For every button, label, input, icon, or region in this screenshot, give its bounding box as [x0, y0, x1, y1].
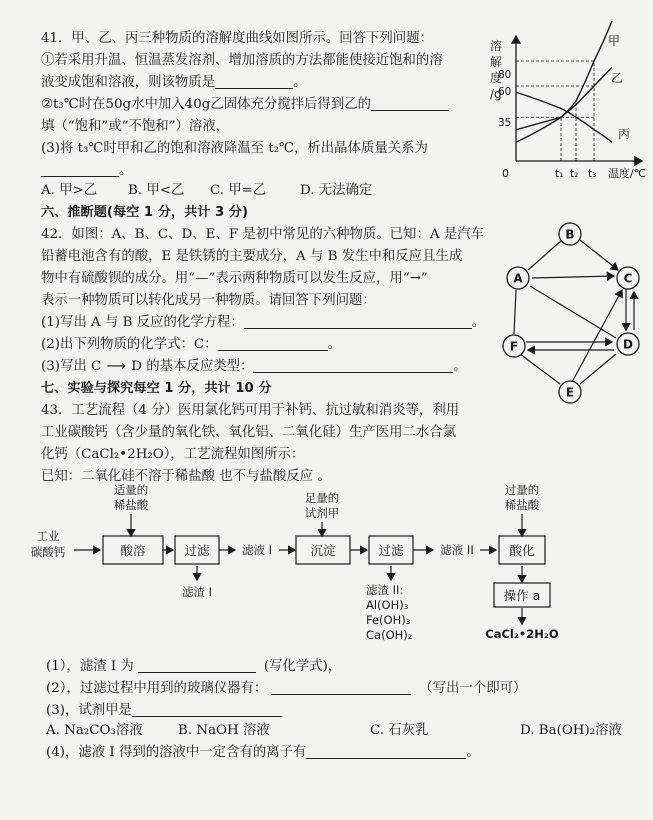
node-e — [559, 381, 581, 403]
node-label: E — [565, 385, 575, 400]
section-6-title: 六、推断题(每空 1 分，共计 3 分) — [41, 205, 249, 220]
q43-line4: 已知：二氧化硅不溶于稀盐酸 也不与盐酸反应 。 — [41, 469, 331, 484]
residue-2-title: 滤渣 II: — [366, 583, 404, 597]
answer-blank[interactable] — [244, 314, 472, 329]
q43-option-c: C. 石灰乳 — [370, 723, 429, 738]
q41-part1-line1: ①若采用升温、恒温蒸发溶剂、增加溶质的方法都能使接近饱和的溶 — [41, 53, 443, 68]
node-b — [559, 223, 581, 245]
q43-option-d: D. Ba(OH)₂溶液 — [520, 723, 622, 738]
answer-blank[interactable] — [306, 744, 466, 759]
node-label: A — [513, 271, 523, 286]
reagent-label: 稀盐酸 — [504, 498, 540, 512]
reagent-label: 稀盐酸 — [113, 498, 149, 512]
answer-blank[interactable] — [371, 96, 449, 111]
relation-diagram — [490, 212, 650, 412]
series-label-bing: 丙 — [618, 127, 631, 141]
link-e-f — [520, 354, 560, 384]
y-tick-label: 35 — [498, 117, 512, 129]
q42-sub2: (2)出下列物质的化学式：C： 。 — [41, 337, 341, 352]
q41-part2-line2: 填（“饱和”或“不饱和”）溶液， — [41, 119, 230, 134]
y-axis-label-char: /g — [490, 87, 502, 101]
reagent-label: 试剂甲 — [304, 506, 340, 520]
section-7-title: 七、实验与探究每空 1 分，共计 10 分 — [41, 381, 272, 396]
q41-stem: 41．甲、乙、丙三种物质的溶解度曲线如图所示。回答下列问题： — [41, 31, 433, 46]
product-label: CaCl₂•2H₂O — [485, 627, 559, 641]
q41-option-d: D. 无法确定 — [300, 183, 373, 198]
answer-blank[interactable] — [41, 162, 119, 177]
answer-blank[interactable] — [132, 702, 282, 717]
box-label: 过滤 — [378, 543, 404, 558]
q41-part2-line1: ②t₃℃时在50g水中加入40g乙固体充分搅拌后得到乙的 — [41, 96, 449, 114]
link-a-f — [514, 290, 516, 334]
reagent-label: 过量的 — [504, 483, 540, 497]
y-axis-label-char: 溶 — [490, 39, 503, 53]
y-tick-label: 60 — [498, 86, 512, 98]
arrow-e-c — [572, 290, 622, 382]
arrow-icon: ⟶ — [106, 359, 126, 374]
q42-line1: 42．如图：A、B、C、D、E、F 是初中常见的六种物质。已知：A 是汽车 — [41, 227, 484, 242]
q41-part3-line2: 。 — [41, 162, 132, 180]
q41-part3-line1: (3)将 t₃℃时甲和乙的饱和溶液降温至 t₂℃，析出晶体质量关系为 — [41, 141, 428, 156]
solubility-chart — [484, 26, 649, 186]
series-label-jia: 甲 — [608, 34, 621, 48]
x-tick-label: t₃ — [588, 168, 597, 180]
q43-sub3: (3)，试剂甲是 — [46, 702, 282, 720]
filtrate-2-label: 滤液 II — [440, 543, 474, 557]
q43-line2: 工业碳酸钙（含少量的氧化铁、氧化铝、二氧化硅）生产医用二水合氯 — [41, 425, 457, 440]
box-label: 操作 a — [503, 588, 541, 603]
box-label: 酸化 — [509, 543, 535, 558]
q42-line2: 铅蓄电池含有的酸，E 是铁锈的主要成分，A 与 B 发生中和反应且生成 — [41, 249, 463, 264]
residue-2-item: Fe(OH)₃ — [366, 613, 411, 627]
residue-1-label: 滤渣 I — [181, 585, 213, 599]
answer-blank[interactable] — [271, 680, 411, 695]
series-label-yi: 乙 — [611, 71, 624, 85]
answer-blank[interactable] — [218, 336, 328, 351]
q43-line1: 43．工艺流程（4 分）医用氯化钙可用于补钙、抗过敏和消炎等，利用 — [41, 403, 460, 418]
q43-line3: 化钙（CaCl₂•2H₂O），工艺流程如图所示： — [41, 447, 305, 462]
x-tick-label: t₁ — [555, 168, 564, 180]
node-d — [617, 333, 639, 355]
q41-option-b: B. 甲<乙 — [128, 183, 185, 198]
origin-label: 0 — [502, 167, 509, 180]
link-a-d — [530, 286, 616, 338]
box-label: 酸溶 — [120, 543, 146, 558]
node-label: F — [509, 339, 519, 354]
residue-2-item: Al(OH)₃ — [366, 598, 409, 612]
link-a-b — [528, 240, 562, 270]
node-label: C — [623, 271, 633, 286]
process-flow-diagram — [0, 484, 653, 650]
node-f — [503, 335, 525, 357]
y-axis-label-char: 度 — [490, 71, 503, 85]
arrow-a-c — [532, 276, 614, 278]
residue-2-item: Ca(OH)₂ — [366, 628, 413, 642]
x-axis-label: 温度/℃ — [608, 167, 647, 180]
q41-option-c: C. 甲=乙 — [210, 183, 267, 198]
solubility-curve-yi — [516, 67, 612, 130]
y-tick-label: 80 — [498, 69, 512, 81]
box-label: 过滤 — [184, 543, 210, 558]
answer-blank[interactable] — [253, 358, 453, 373]
q43-option-a: A. Na₂CO₃溶液 — [46, 723, 143, 738]
q42-sub1: (1)写出 A 与 B 反应的化学方程： 。 — [41, 315, 486, 330]
node-label: B — [565, 227, 575, 242]
reagent-label: 足量的 — [304, 491, 340, 505]
answer-blank[interactable] — [215, 74, 293, 89]
q43-sub2: (2），过滤过程中用到的玻璃仪器有： （写出一个即可） — [46, 681, 527, 696]
x-tick-label: t₂ — [570, 168, 579, 180]
input-label: 碳酸钙 — [30, 545, 66, 559]
node-label: D — [623, 337, 633, 352]
reagent-label: 适量的 — [113, 483, 149, 497]
q43-sub1: (1），滤渣 I 为 (写化学式)， — [46, 659, 342, 674]
q43-sub4: (4)，滤液 I 得到的溶液中一定含有的离子有 。 — [46, 745, 480, 760]
q43-option-b: B. NaOH 溶液 — [178, 723, 270, 738]
node-c — [617, 267, 639, 289]
q42-line3: 物中有硫酸钡的成分。用“—”表示两种物质可以发生反应，用“→” — [41, 271, 428, 286]
node-a — [507, 267, 529, 289]
q42-line4: 表示一种物质可以转化成另一种物质。请回答下列问题： — [41, 293, 376, 308]
arrow-b-c — [580, 240, 618, 270]
answer-blank[interactable] — [138, 658, 256, 673]
input-label: 工业 — [36, 529, 60, 543]
q41-part1-line2: 液变成饱和溶液，则该物质是 。 — [41, 75, 307, 90]
filtrate-1-label: 滤液 I — [241, 543, 273, 557]
q42-sub3: (3)写出 C ⟶ D 的基本反应类型： 。 — [41, 359, 467, 374]
box-label: 沉淀 — [310, 543, 336, 558]
y-axis-label-char: 解 — [490, 55, 503, 69]
q41-option-a: A. 甲>乙 — [41, 183, 98, 198]
